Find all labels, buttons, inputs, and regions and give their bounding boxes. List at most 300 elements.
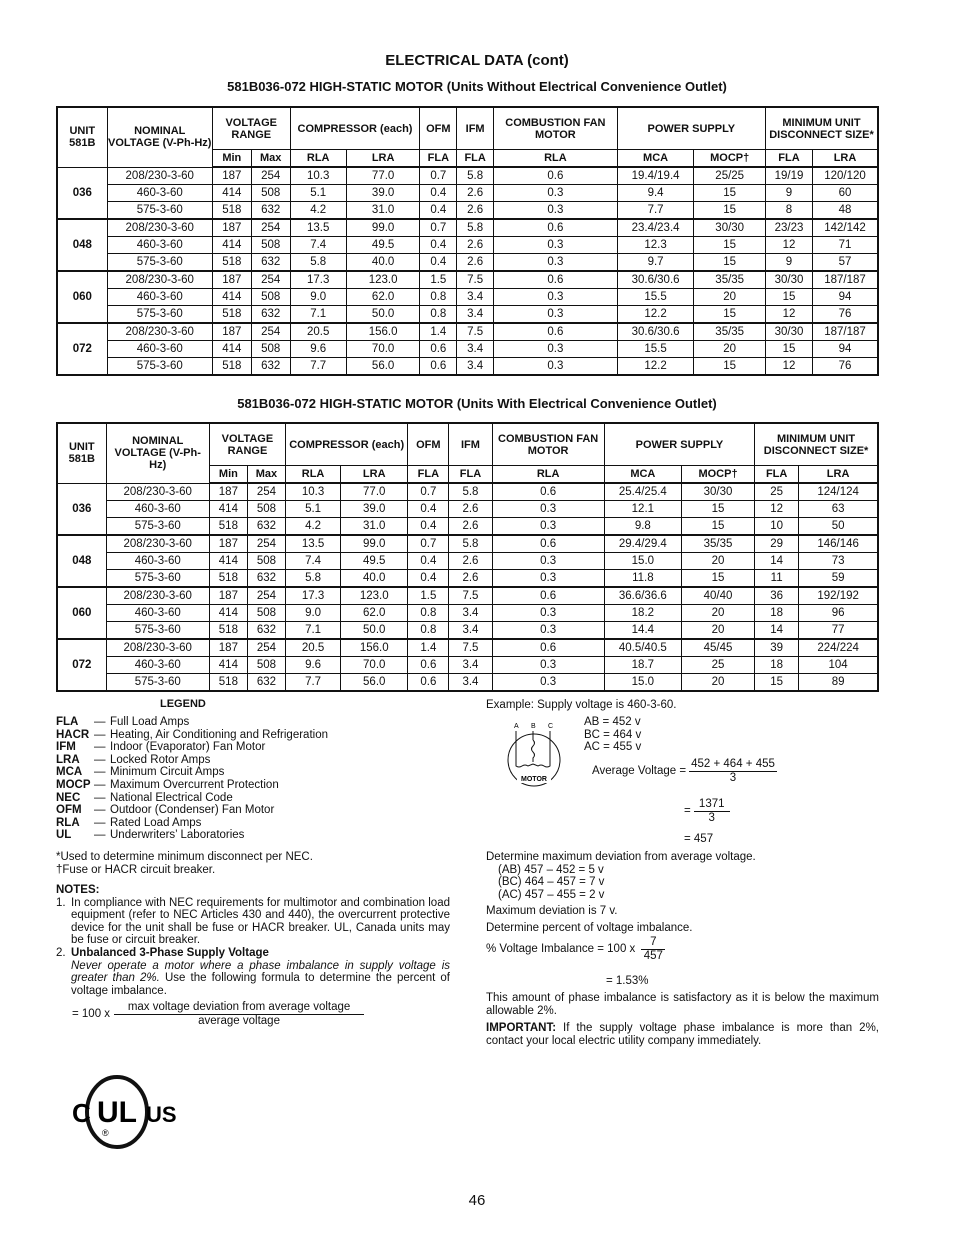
table-row [57,674,878,692]
table-cell: 518 [212,254,251,272]
table-cell: 518 [209,674,247,692]
eq1-prefix: = [684,804,691,817]
table-cell: 156.0 [341,639,408,657]
legend-abbr: HACR [56,728,90,741]
legend-dash: — [94,816,106,829]
table1-title: 581B036-072 HIGH-STATIC MOTOR (Units Without Electrical Convenience Outlet) [227,79,727,94]
page-number: 46 [468,1192,486,1209]
table-cell: 0.6 [494,323,618,341]
table-cell: 12 [765,237,812,254]
table-cell: 11.8 [604,570,681,588]
table-cell: 15 [694,306,766,324]
table-cell: 14 [755,622,799,640]
table-cell: 2.6 [449,553,492,570]
table-cell: 30/30 [765,323,812,341]
subheader-rla: RLA [286,466,341,484]
table-cell: 518 [209,570,247,588]
table-cell: 15 [694,185,766,202]
legend-dash: — [94,753,106,766]
table-cell: 7.7 [286,674,341,692]
header-voltage-range: VOLTAGE RANGE [212,107,290,150]
table-cell: 414 [212,341,251,358]
table-cell: 35/35 [694,323,766,341]
footnote-disconnect: *Used to determine minimum disconnect per NEC. [56,851,313,863]
note-2-title: Unbalanced 3-Phase Supply Voltage [71,946,269,959]
subheader-rla: RLA [290,150,346,168]
table-cell: 124/124 [799,483,878,501]
table-cell: 12.2 [617,358,694,376]
table-cell: 71 [812,237,878,254]
table-cell: 7.7 [617,202,694,220]
legend-dash: — [94,728,106,741]
legend-item [56,729,328,742]
table-cell: 208/230-3-60 [107,167,212,185]
table-cell: 0.4 [420,237,457,254]
table-cell: 20.5 [290,323,346,341]
legend-text: Indoor (Evaporator) Fan Motor [110,741,266,754]
table-cell: 120/120 [812,167,878,185]
table-cell: 15 [681,518,754,536]
subheader-max: Max [251,150,290,168]
table-cell: 9 [765,185,812,202]
table-cell: 3.4 [449,657,492,674]
legend-abbr: LRA [56,753,80,766]
subheader-lra: LRA [799,466,878,484]
note-1-text: In compliance with NEC requirements for multimotor and combination load equipment (refer to NEC Articles 430 and 440), the overcurrent protective device for the unit shall be fuse or HACR breaker. UL, Canada units may be fuse or circuit breaker. [71,896,450,947]
legend-text: National Electrical Code [110,791,233,804]
table-cell: 0.3 [492,674,604,692]
table-cell: 187 [209,483,247,501]
legend-abbr: UL [56,829,72,842]
notes [56,884,450,997]
header-ifm: IFM [457,107,494,150]
table-cell: 0.3 [492,605,604,622]
header-ofm: OFM [420,107,457,150]
unit-cell: 072 [57,323,107,375]
table-cell: 187/187 [812,323,878,341]
table-cell: 156.0 [346,323,420,341]
deviation-title: Determine maximum deviation from average voltage. [486,851,756,863]
table-cell: 187/187 [812,271,878,289]
header-nominal-voltage: NOMINAL VOLTAGE (V-Ph-Hz) [106,423,209,483]
table-cell: 192/192 [799,587,878,605]
table-cell: 146/146 [799,535,878,553]
table-cell: 414 [209,553,247,570]
table-cell: 0.6 [408,674,449,692]
table-cell: 19/19 [765,167,812,185]
header-combustion: COMBUSTION FAN MOTOR [492,423,604,466]
table-cell: 77.0 [341,483,408,501]
table-cell: 18 [755,657,799,674]
table-cell: 254 [251,271,290,289]
example-intro: Example: Supply voltage is 460-3-60. [486,699,677,711]
subheader-rla: RLA [494,150,618,168]
avg-label: Average Voltage = [592,764,687,777]
page-title: ELECTRICAL DATA (cont) [385,52,569,69]
table-cell: 63 [799,501,878,518]
table-cell: 460-3-60 [106,501,209,518]
table-cell: 59 [799,570,878,588]
table-row [57,254,878,272]
table-cell: 5.8 [449,535,492,553]
legend-item [56,779,328,792]
satisfactory-text: This amount of phase imbalance is satisfactory as it is below the maximum allowable 2%. [486,992,879,1017]
table-cell: 20 [681,605,754,622]
header-nominal-voltage: NOMINAL VOLTAGE (V-Ph-Hz) [107,107,212,167]
table-cell: 187 [212,271,251,289]
table-cell: 0.6 [494,167,618,185]
table-cell: 508 [251,237,290,254]
table-cell: 9.7 [617,254,694,272]
table-cell: 20 [681,622,754,640]
table-cell: 13.5 [290,219,346,237]
table-cell: 60 [812,185,878,202]
table-cell: 460-3-60 [107,185,212,202]
table-cell: 48 [812,202,878,220]
table-cell: 123.0 [346,271,420,289]
table-cell: 0.6 [408,657,449,674]
table-cell: 0.6 [494,271,618,289]
max-deviation: Maximum deviation is 7 v. [486,905,618,917]
table-cell: 7.5 [449,587,492,605]
table-cell: 0.3 [492,553,604,570]
table-cell: 2.6 [449,501,492,518]
table-cell: 254 [251,323,290,341]
table-cell: 187 [209,587,247,605]
legend-abbr: IFM [56,741,76,754]
table-cell: 187 [209,639,247,657]
table-cell: 508 [251,289,290,306]
formula-numerator: max voltage deviation from average voltage [114,1001,364,1015]
table-cell: 12.2 [617,306,694,324]
table-cell: 0.7 [420,219,457,237]
table-cell: 632 [251,306,290,324]
table-cell: 0.3 [492,501,604,518]
table-cell: 30/30 [765,271,812,289]
legend-abbr: OFM [56,804,82,817]
table-cell: 36.6/36.6 [604,587,681,605]
table-cell: 632 [247,518,285,536]
table-cell: 1.5 [420,271,457,289]
table-cell: 8 [765,202,812,220]
table1-body [57,167,878,375]
table-cell: 14.4 [604,622,681,640]
table-cell: 5.8 [290,254,346,272]
avg-numerator: 452 + 464 + 455 [691,758,775,770]
table-cell: 575-3-60 [107,202,212,220]
table-cell: 10 [755,518,799,536]
table-cell: 40.0 [346,254,420,272]
table-cell: 575-3-60 [107,254,212,272]
deviation-bc: (BC) 464 – 457 = 7 v [498,876,605,889]
subheader-min: Min [212,150,251,168]
table-cell: 94 [812,289,878,306]
motor-label: MOTOR [521,776,547,783]
table-cell: 1.4 [408,639,449,657]
imbalance-label: % Voltage Imbalance = 100 x [486,942,636,955]
percent-title: Determine percent of voltage imbalance. [486,922,693,934]
average-result: = 457 [684,833,714,845]
table-cell: 0.4 [408,570,449,588]
deviation-ac: (AC) 457 – 455 = 2 v [498,888,605,901]
table-cell: 9.0 [286,605,341,622]
legend-item [56,829,328,842]
motor-diagram [500,718,570,790]
table-cell: 30/30 [694,219,766,237]
legend-item [56,792,328,805]
table-row [57,271,878,289]
legend-dash: — [94,741,106,754]
electrical-table-with-outlet [56,422,879,692]
footnotes [56,851,313,876]
logo-us: US [146,1102,177,1127]
imbalance-result: = 1.53% [606,975,649,987]
table-row [57,323,878,341]
table-cell: 25 [755,483,799,501]
table-cell: 15 [681,570,754,588]
legend-item [56,804,328,817]
unit-cell: 036 [57,167,107,219]
table-row [57,657,878,674]
terminal-a-label: A [514,723,519,730]
cul-us-logo [62,1072,177,1152]
table-row [57,535,878,553]
table-cell: 19.4/19.4 [617,167,694,185]
header-unit: UNIT 581B [57,423,106,483]
unit-cell: 060 [57,271,107,323]
table-cell: 518 [212,202,251,220]
table-cell: 25 [681,657,754,674]
table-cell: 3.4 [449,622,492,640]
table-cell: 15 [694,254,766,272]
header-compressor: COMPRESSOR (each) [286,423,408,466]
notes-title: NOTES: [56,884,100,896]
table-row [57,202,878,220]
table-cell: 96 [799,605,878,622]
subheader-fla: FLA [449,466,492,484]
table-cell: 5.8 [449,483,492,501]
table-cell: 508 [251,185,290,202]
table-cell: 15 [694,358,766,376]
table-cell: 414 [209,605,247,622]
table-cell: 35/35 [681,535,754,553]
table-row [57,518,878,536]
table-cell: 0.6 [492,535,604,553]
table-cell: 17.3 [286,587,341,605]
table-cell: 31.0 [341,518,408,536]
table-row [57,483,878,501]
legend-abbr: MCA [56,766,83,779]
table-cell: 518 [209,518,247,536]
table-cell: 2.6 [457,254,494,272]
table-cell: 1.4 [420,323,457,341]
table-cell: 49.5 [341,553,408,570]
table-cell: 39 [755,639,799,657]
table-row [57,501,878,518]
table-cell: 40.5/40.5 [604,639,681,657]
table-row [57,237,878,254]
header-combustion: COMBUSTION FAN MOTOR [494,107,618,150]
table-cell: 77 [799,622,878,640]
table-cell: 50 [799,518,878,536]
table-cell: 208/230-3-60 [106,587,209,605]
legend-abbr: MOCP [56,778,91,791]
imbalance-calculation [486,936,665,962]
table-cell: 254 [247,483,285,501]
legend-dash: — [94,829,106,842]
table-cell: 7.4 [286,553,341,570]
subheader-mca: MCA [604,466,681,484]
header-unit: UNIT 581B [57,107,107,167]
imbalance-numerator: 7 [641,936,665,950]
table-cell: 29 [755,535,799,553]
subheader-fla: FLA [457,150,494,168]
table-cell: 0.8 [408,622,449,640]
table-cell: 575-3-60 [107,358,212,376]
table-cell: 94 [812,341,878,358]
table-cell: 460-3-60 [106,605,209,622]
average-step [684,798,730,824]
table-cell: 12.1 [604,501,681,518]
table-cell: 25.4/25.4 [604,483,681,501]
table-cell: 50.0 [341,622,408,640]
table-cell: 632 [247,622,285,640]
table-cell: 40/40 [681,587,754,605]
table-cell: 50.0 [346,306,420,324]
table-cell: 9.0 [290,289,346,306]
winding-a [516,740,533,767]
legend-item [56,817,328,830]
legend-item [56,741,328,754]
logo-c: C [72,1098,91,1128]
eq1-numerator: 1371 [694,798,730,812]
header-disconnect: MINIMUM UNIT DISCONNECT SIZE* [755,423,878,466]
table-row [57,605,878,622]
table-cell: 208/230-3-60 [107,219,212,237]
formula-denominator: average voltage [198,1014,280,1027]
table-cell: 414 [209,501,247,518]
table-cell: 0.4 [420,254,457,272]
table-cell: 29.4/29.4 [604,535,681,553]
legend-dash: — [94,766,106,779]
table-cell: 123.0 [341,587,408,605]
table-cell: 7.4 [290,237,346,254]
table-cell: 2.6 [457,202,494,220]
table-cell: 0.4 [408,501,449,518]
subheader-fla: FLA [755,466,799,484]
voltage-ac: AC = 455 v [584,741,642,754]
phase-voltages [584,716,641,754]
table-cell: 13.5 [286,535,341,553]
table2-body [57,483,878,691]
table-cell: 0.3 [492,657,604,674]
table-cell: 414 [209,657,247,674]
important-body: If the supply voltage phase imbalance is more than 2%, contact your local electric utility company immediately. [486,1022,879,1047]
legend-item [56,766,328,779]
table-row [57,570,878,588]
subheader-rla: RLA [492,466,604,484]
table-cell: 460-3-60 [107,341,212,358]
legend-abbr: RLA [56,816,80,829]
table-cell: 0.8 [420,289,457,306]
table-cell: 15 [765,289,812,306]
terminal-c-label: C [548,723,554,730]
legend-text: Full Load Amps [110,716,190,728]
table-cell: 5.8 [457,167,494,185]
table-cell: 30.6/30.6 [617,271,694,289]
formula-prefix: = 100 x [72,1007,111,1020]
unit-cell: 036 [57,483,106,535]
formula-fraction [114,1001,364,1027]
table-cell: 9 [765,254,812,272]
table-row [57,167,878,185]
table-cell: 89 [799,674,878,692]
table-cell: 508 [247,501,285,518]
subheader-fla: FLA [420,150,457,168]
table-cell: 9.4 [617,185,694,202]
table-cell: 5.1 [286,501,341,518]
table-cell: 12 [765,358,812,376]
table-cell: 187 [212,219,251,237]
footnote-fuse: †Fuse or HACR circuit breaker. [56,863,216,876]
table-cell: 187 [209,535,247,553]
unit-cell: 048 [57,219,107,271]
deviation-ab: (AB) 457 – 452 = 5 v [498,863,604,876]
table-cell: 20 [694,341,766,358]
table-cell: 20 [681,553,754,570]
table-cell: 45/45 [681,639,754,657]
table-cell: 414 [212,185,251,202]
table-cell: 15 [755,674,799,692]
table-cell: 15.5 [617,289,694,306]
table-cell: 17.3 [290,271,346,289]
table-cell: 0.6 [492,587,604,605]
table-cell: 39.0 [346,185,420,202]
table-cell: 15 [694,237,766,254]
table-cell: 518 [212,306,251,324]
table-cell: 208/230-3-60 [107,323,212,341]
table-row [57,587,878,605]
table-cell: 18 [755,605,799,622]
legend-dash: — [94,804,106,817]
deviation-block [486,851,756,901]
table-cell: 0.3 [494,358,618,376]
avg-fraction [689,758,777,784]
table-cell: 414 [212,289,251,306]
table-cell: 0.6 [420,358,457,376]
note-2-text: Use the following formula to determine the percent of voltage imbalance. [71,972,451,997]
table-cell: 1.5 [408,587,449,605]
table-cell: 254 [247,535,285,553]
subheader-lra: LRA [341,466,408,484]
table-cell: 632 [251,254,290,272]
table-cell: 224/224 [799,639,878,657]
table-cell: 508 [247,605,285,622]
table-cell: 70.0 [341,657,408,674]
table-cell: 9.6 [286,657,341,674]
table-cell: 208/230-3-60 [106,535,209,553]
table-cell: 0.7 [420,167,457,185]
table-cell: 0.4 [420,202,457,220]
table-cell: 187 [212,167,251,185]
table-cell: 35/35 [694,271,766,289]
table-cell: 208/230-3-60 [106,639,209,657]
subheader-min: Min [209,466,247,484]
table-cell: 3.4 [457,358,494,376]
table-cell: 10.3 [290,167,346,185]
table-cell: 12 [765,306,812,324]
subheader-fla: FLA [408,466,449,484]
